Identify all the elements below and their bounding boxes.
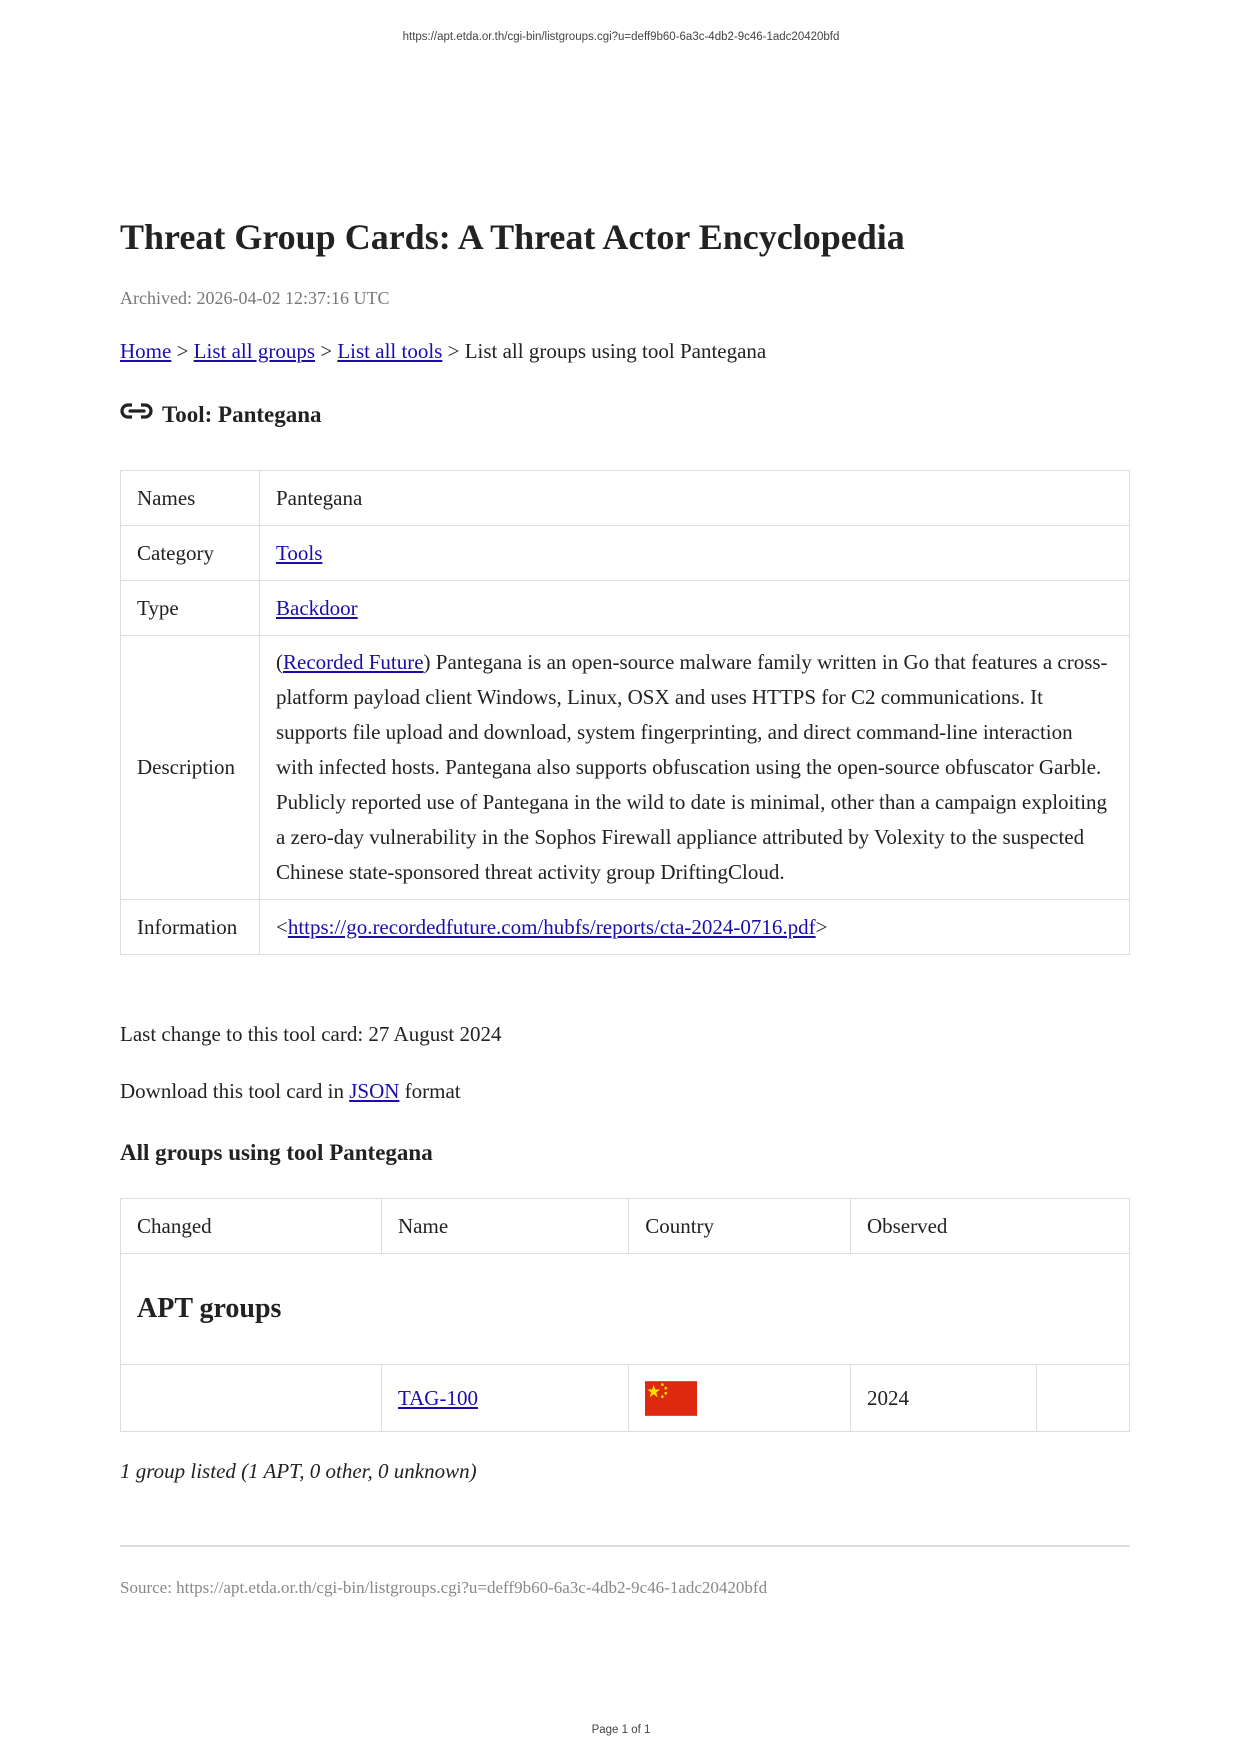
info-value bbox=[260, 636, 1130, 900]
print-header-url: https://apt.etda.or.th/cgi-bin/listgroups.cgi?u=deff9b60-6a3c-4db2-9c46-1adc20420bfd bbox=[402, 31, 840, 43]
column-header-country: Country bbox=[629, 1199, 851, 1254]
breadcrumb-current: List all groups using tool Pantegana bbox=[464, 339, 767, 363]
page-number: Page 1 of 1 bbox=[591, 1724, 651, 1736]
info-label: Type bbox=[121, 581, 260, 636]
section-row-apt bbox=[121, 1254, 1130, 1365]
info-value bbox=[260, 526, 1130, 581]
info-value bbox=[260, 900, 1130, 955]
column-header-changed: Changed bbox=[121, 1199, 382, 1254]
category-link[interactable]: Tools bbox=[276, 540, 323, 565]
info-row-names bbox=[121, 471, 1130, 526]
cell-observed: 2024 bbox=[850, 1365, 1036, 1432]
cell-name bbox=[382, 1365, 629, 1432]
group-link[interactable]: TAG-100 bbox=[398, 1385, 478, 1410]
info-label: Description bbox=[121, 636, 260, 900]
breadcrumb-list-tools-link[interactable]: List all tools bbox=[337, 339, 443, 363]
info-value: Pantegana bbox=[260, 471, 1130, 526]
cell-country bbox=[629, 1365, 851, 1432]
page-title: Threat Group Cards: A Threat Actor Encyclopedia bbox=[120, 217, 905, 257]
group-count-summary: 1 group listed (1 APT, 0 other, 0 unknown) bbox=[120, 1459, 477, 1483]
china-flag-icon bbox=[645, 1381, 697, 1416]
type-link[interactable]: Backdoor bbox=[276, 595, 358, 620]
tool-heading bbox=[120, 402, 322, 428]
archived-timestamp: Archived: 2026-04-02 12:37:16 UTC bbox=[120, 288, 390, 308]
source-url: Source: https://apt.etda.or.th/cgi-bin/listgroups.cgi?u=deff9b60-6a3c-4db2-9c46-1adc20420bfd bbox=[120, 1578, 768, 1597]
breadcrumb-separator: > bbox=[176, 339, 189, 363]
cell-empty bbox=[1036, 1365, 1129, 1432]
link-icon bbox=[120, 400, 154, 424]
download-line bbox=[120, 1079, 461, 1104]
info-label: Information bbox=[121, 900, 260, 955]
column-header-observed: Observed bbox=[850, 1199, 1129, 1254]
groups-header-row bbox=[121, 1199, 1130, 1254]
breadcrumb-separator: > bbox=[447, 339, 460, 363]
info-value bbox=[260, 581, 1130, 636]
breadcrumb-separator: > bbox=[320, 339, 333, 363]
section-title: APT groups bbox=[121, 1254, 1130, 1365]
download-prefix: Download this tool card in bbox=[120, 1079, 344, 1103]
groups-table bbox=[120, 1198, 1130, 1432]
information-link[interactable]: https://go.recordedfuture.com/hubfs/reports/cta-2024-0716.pdf bbox=[287, 914, 816, 939]
tool-heading-text: Tool: Pantegana bbox=[162, 402, 322, 427]
groups-heading: All groups using tool Pantegana bbox=[120, 1140, 433, 1165]
download-suffix: format bbox=[404, 1079, 461, 1103]
description-paren: ( bbox=[276, 650, 283, 674]
bracket-open: < bbox=[276, 914, 288, 939]
info-row-information bbox=[121, 900, 1130, 955]
breadcrumb-list-groups-link[interactable]: List all groups bbox=[193, 339, 315, 363]
breadcrumb bbox=[120, 339, 766, 364]
info-row-category bbox=[121, 526, 1130, 581]
tool-info-table bbox=[120, 470, 1130, 955]
bracket-close: > bbox=[815, 914, 828, 939]
recorded-future-link[interactable]: Recorded Future bbox=[283, 650, 424, 674]
description-text: ) Pantegana is an open-source malware family written in Go that features a cross-platform payload client Windows, Linux, OSX and uses HTTPS for C2 communications. It supports file upload and download, system fingerprinting, and direct command-line interaction with infected hosts. Pantegana also supports obfuscation using the open-source obfuscator Garble. Publicly reported use of Pantegana in the wild to date is minimal, other than a campaign exploiting a zero-day vulnerability in the Sophos Firewall appliance attributed by Volexity to the suspected Chinese state-sponsored threat activity group DriftingCloud. bbox=[276, 650, 1108, 884]
table-row bbox=[121, 1365, 1130, 1432]
last-change-text: Last change to this tool card: 27 August 2024 bbox=[120, 1022, 502, 1046]
footer-divider bbox=[120, 1545, 1130, 1547]
json-download-link[interactable]: JSON bbox=[349, 1079, 400, 1103]
info-row-type bbox=[121, 581, 1130, 636]
info-label: Category bbox=[121, 526, 260, 581]
column-header-name: Name bbox=[382, 1199, 629, 1254]
info-label: Names bbox=[121, 471, 260, 526]
breadcrumb-home-link[interactable]: Home bbox=[120, 339, 172, 363]
cell-changed bbox=[121, 1365, 382, 1432]
info-row-description bbox=[121, 636, 1130, 900]
